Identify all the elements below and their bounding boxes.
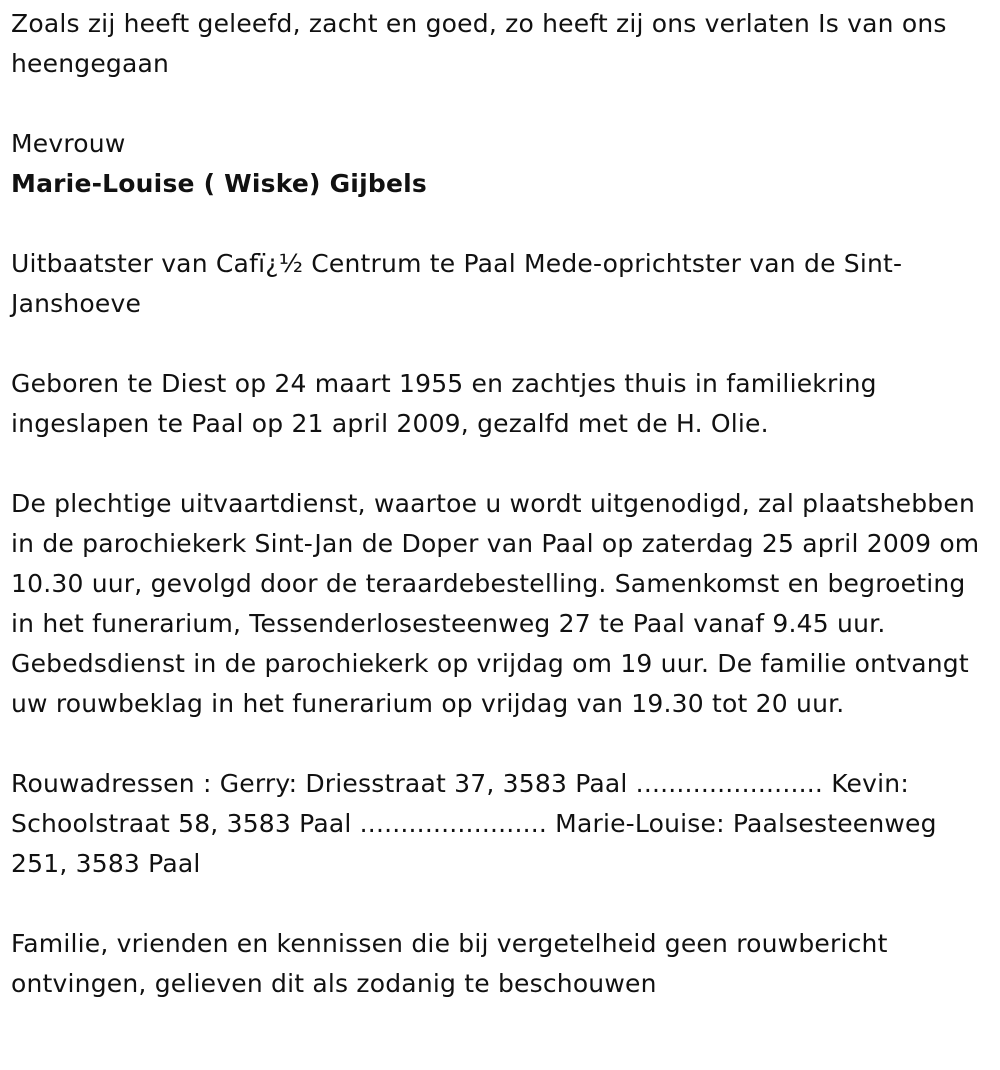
mourning-addresses: Rouwadressen : Gerry: Driesstraat 37, 3583 Paal ....................... Kevin: Schoolstraat 58, 3583 Paal ....................... Marie-Louise: Paalsesteenweg 251, 3583 Paal: [11, 769, 937, 878]
occupation-text: Uitbaatster van Cafï¿½ Centrum te Paal Mede-oprichtster van de Sint-Janshoeve: [11, 249, 903, 318]
intro-text: Zoals zij heeft geleefd, zacht en goed, zo heeft zij ons verlaten Is van ons heengegaan: [11, 9, 947, 78]
funeral-details: De plechtige uitvaartdienst, waartoe u wordt uitgenodigd, zal plaatshebben in de parochiekerk Sint-Jan de Doper van Paal op zaterdag 25 april 2009 om 10.30 uur, gevolgd door de teraardebestelling. Samenkomst en begroeting in het funerarium, Tessenderlosesteenweg 27 te Paal vanaf 9.45 uur. Gebedsdienst in de parochiekerk op vrijdag om 19 uur. De familie ontvangt uw rouwbeklag in het funerarium op vrijdag van 19.30 tot 20 uur.: [11, 489, 980, 718]
salutation: Mevrouw: [11, 129, 126, 158]
closing-text: Familie, vrienden en kennissen die bij vergetelheid geen rouwbericht ontvingen, gelieven dit als zodanig te beschouwen: [11, 929, 888, 998]
birth-death-text: Geboren te Diest op 24 maart 1955 en zachtjes thuis in familiekring ingeslapen te Paal op 21 april 2009, gezalfd met de H. Olie.: [11, 369, 877, 438]
obituary-notice: [11, 4, 991, 1044]
deceased-name: Marie-Louise ( Wiske) Gijbels: [11, 169, 427, 198]
